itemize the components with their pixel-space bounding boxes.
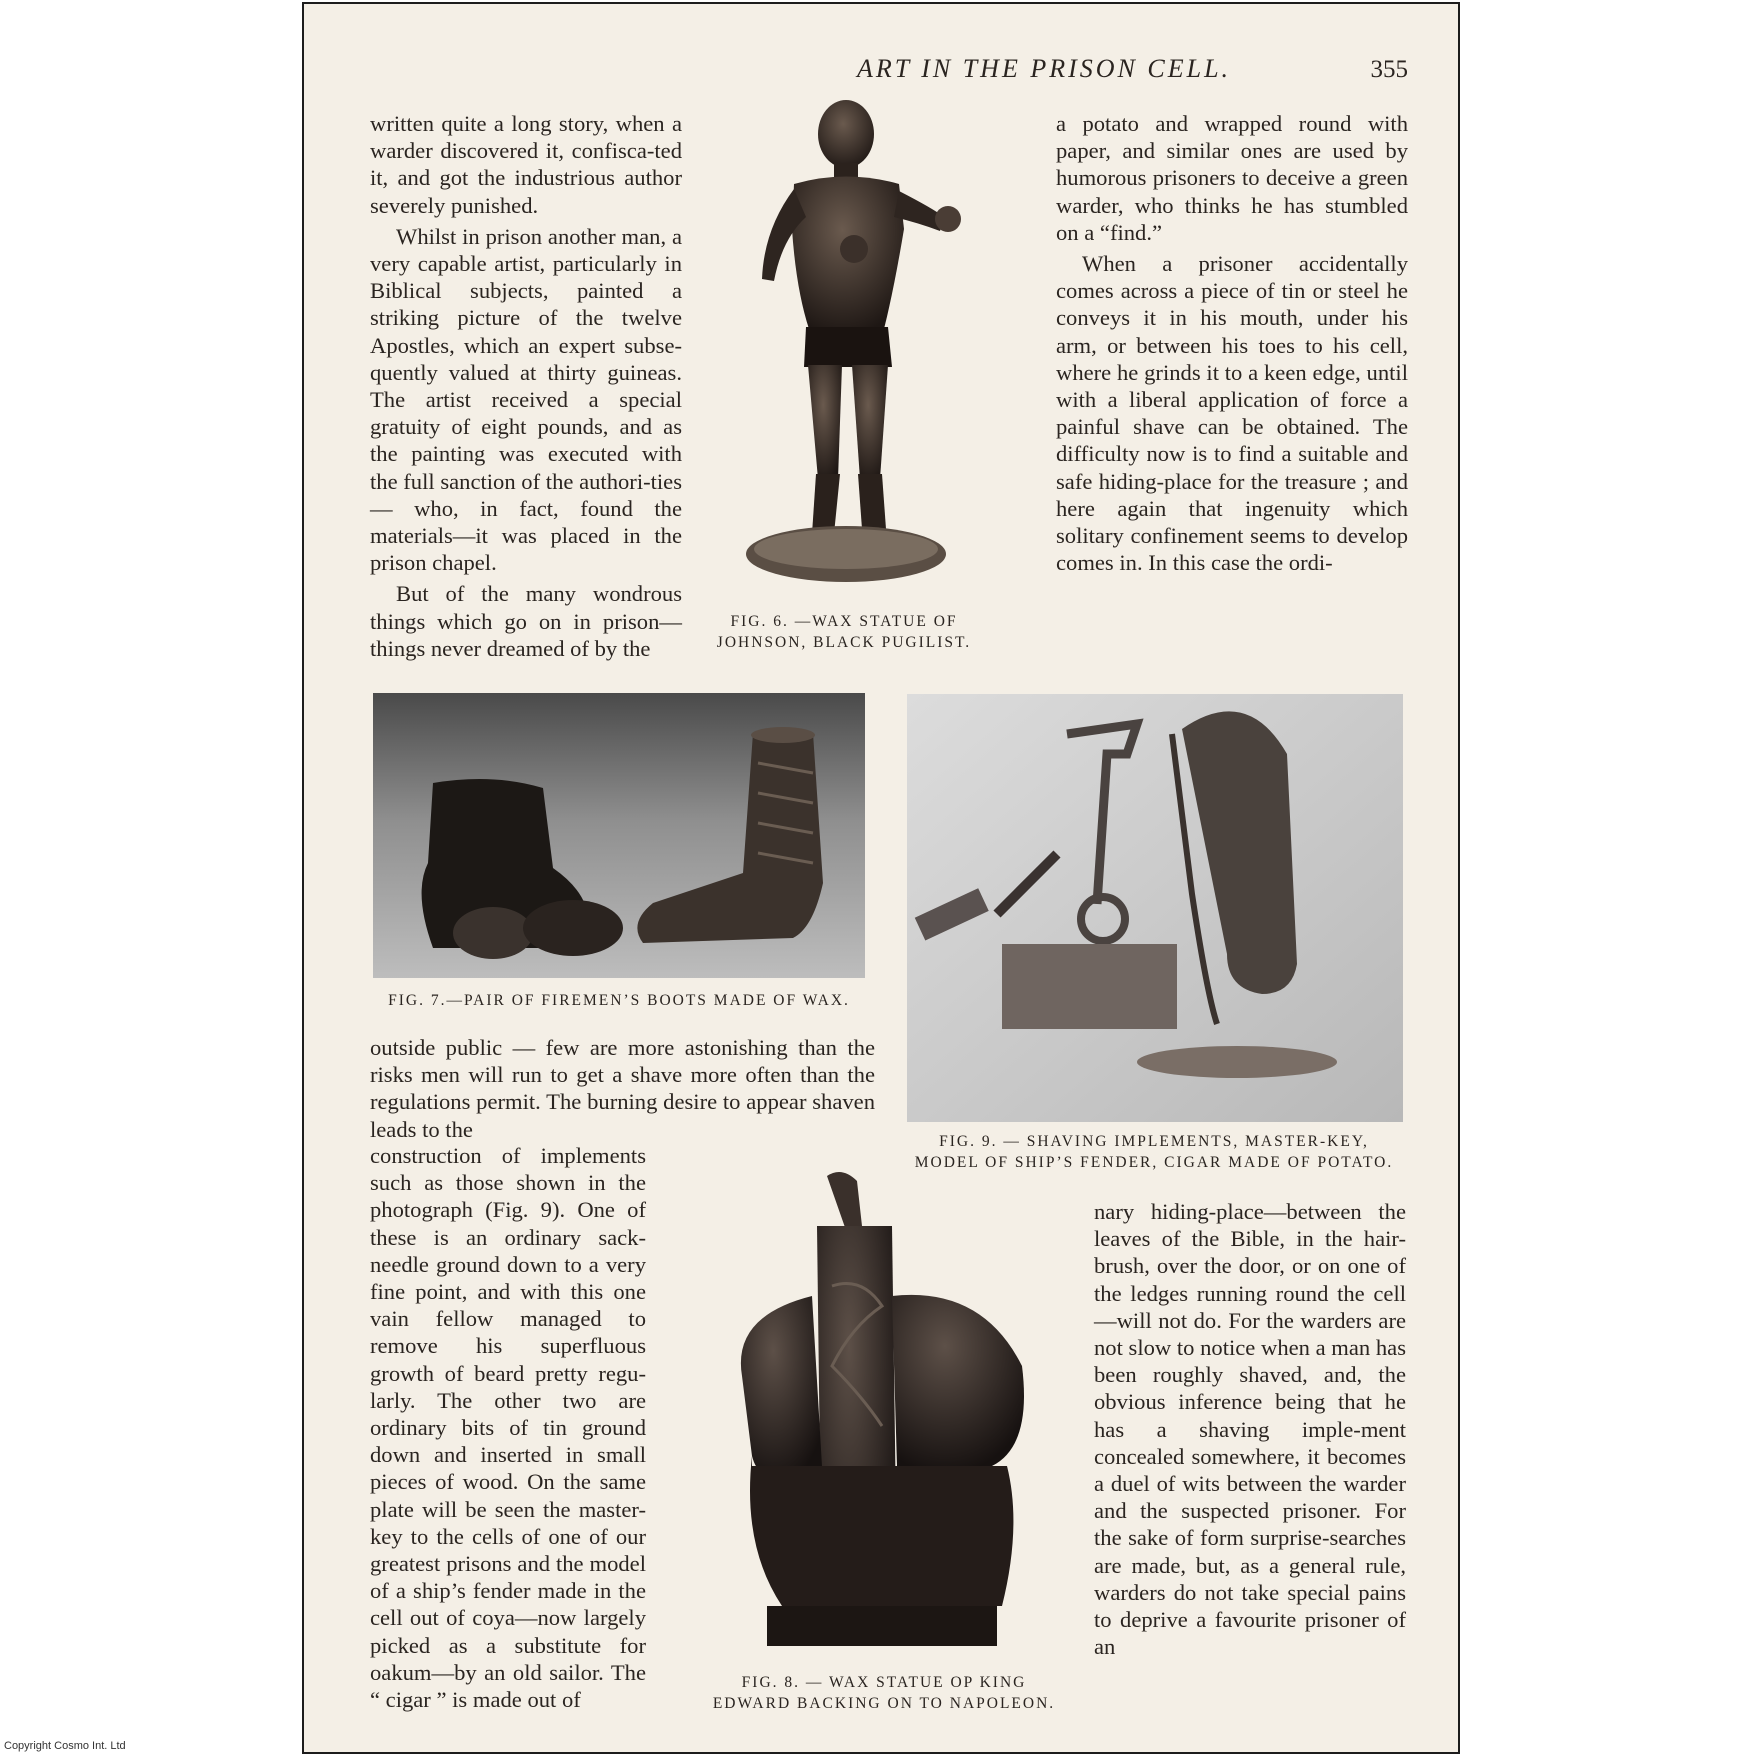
copyright-notice: Copyright Cosmo Int. Ltd xyxy=(4,1740,126,1752)
running-title: ART IN THE PRISON CELL. xyxy=(856,54,1232,83)
paragraph: outside public — few are more astonishing than the risks men will run to get a shave more often than the regulations permit. The burning desire to appear shaven leads to the xyxy=(370,1035,875,1142)
paragraph: nary hiding-place—between the leaves of the Bible, in the hair-brush, over the door, or on one of the ledges running round the cell—will not do. For the warders are not slow to notice when a man has been roughly shaved, and, the obvious inference being that he has a shaving imple-ment concealed somewhere, it becomes a duel of wits between the warder and the suspected prisoner. For the sake of form surprise-searches are made, but, as a general rule, warders do not take special pains to deprive a favourite prisoner of an xyxy=(1094,1199,1406,1660)
boots-illustration xyxy=(373,693,865,978)
paragraph: When a prisoner accidentally comes across a piece of tin or steel he conveys it in his mouth, under his arm, or between his toes to his cell, where he grinds it to a keen edge, until with a liberal application of force a painful shave can be obtained. The difficulty now is to find a suitable and safe hiding-place for the treasure ; and here again that ingenuity which solitary confinement seems to develop comes in. In this case the ordi- xyxy=(1056,251,1408,576)
fig6-photo xyxy=(734,99,964,599)
paragraph: a potato and wrapped round with paper, and similar ones are used by humorous prisoners to deceive a green warder, who thinks he has stumbled on a “find.” xyxy=(1056,111,1408,245)
text-column-bottom-right xyxy=(1094,1198,1406,1660)
text-column-middle-left xyxy=(370,1034,875,1143)
fig8-caption: FIG. 8. — WAX STATUE OP KING EDWARD BACKING ON TO NAPOLEON. xyxy=(712,1674,1056,1712)
fig9-photo xyxy=(907,694,1403,1122)
wax-bust-illustration xyxy=(722,1166,1044,1662)
fig9-caption: FIG. 9. — SHAVING IMPLEMENTS, MASTER-KEY, MODEL OF SHIP’S FENDER, CIGAR MADE OF POTATO. xyxy=(914,1133,1394,1171)
fig7-photo xyxy=(373,693,865,978)
text-column-top-left xyxy=(370,110,682,662)
text-column-bottom-left xyxy=(370,1142,646,1713)
wax-statue-illustration xyxy=(734,99,964,599)
magazine-page xyxy=(302,2,1460,1754)
fig8-photo xyxy=(722,1166,1044,1662)
paragraph: construction of implements such as those shown in the photograph (Fig. 9). One of these is an ordinary sack-needle ground down to a very fine point, and with this one vain fellow managed to remove his superfluous growth of beard pretty regu-larly. The other two are ordinary bits of tin ground down and inserted in small pieces of wood. On the same plate will be seen the master-key to the cells of one of our greatest prisons and the model of a ship’s fender made in the cell out of coya—now largely picked as a substitute for oakum—by an old sailor. The “ cigar ” is made out of xyxy=(370,1143,646,1713)
text-column-top-right xyxy=(1056,110,1408,576)
paragraph: written quite a long story, when a warder discovered it, confisca-ted it, and got the industrious author severely punished. xyxy=(370,111,682,218)
page-number: 355 xyxy=(1370,56,1408,83)
fig6-caption: FIG. 6. —WAX STATUE OF JOHNSON, BLACK PUGILIST. xyxy=(716,613,972,651)
paragraph: But of the many wondrous things which go on in prison— things never dreamed of by the xyxy=(370,581,682,661)
paragraph: Whilst in prison another man, a very capable artist, particularly in Biblical subjects, painted a striking picture of the twelve Apostles, which an expert subse-quently valued at thirty guineas. The artist received a special gratuity of eight pounds, and as the painting was executed with the full sanction of the authori-ties — who, in fact, found the materials—it was placed in the prison chapel. xyxy=(370,223,682,576)
fig7-caption: FIG. 7.—PAIR OF FIREMEN’S BOOTS MADE OF WAX. xyxy=(388,992,850,1009)
implements-illustration xyxy=(907,694,1403,1122)
